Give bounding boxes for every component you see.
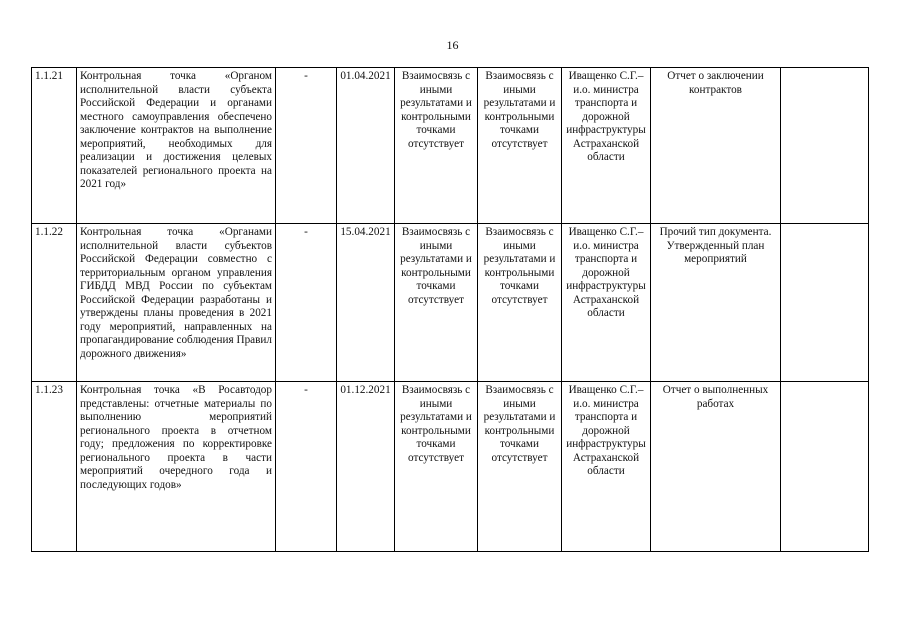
table-row xyxy=(32,68,869,224)
start-date-cell: - xyxy=(276,68,337,224)
responsible-cell: Иващенко С.Г.– и.о. министра транспорта и дорожной инфраструктуры Астраханской области xyxy=(562,68,651,224)
predecessors-cell: Взаимосвязь с иными результатами и контрольными точками отсутствует xyxy=(395,68,478,224)
end-date-cell: 15.04.2021 xyxy=(337,224,395,382)
document-type-cell: Отчет о выполненных работах xyxy=(651,382,781,552)
page-number: 16 xyxy=(446,38,459,52)
empty-cell xyxy=(781,382,869,552)
table-row xyxy=(32,382,869,552)
control-point-description: Контрольная точка «Органами исполнительной власти субъектов Российской Федерации совместно с территориальным органом управления ГИБДД МВД России по субъектам Российской Федерации разработаны и утверждены планы проведения в 2021 году мероприятий, направленных на пропагандирование соблюдения Правил дорожного движения» xyxy=(77,224,276,382)
empty-cell xyxy=(781,68,869,224)
row-number: 1.1.22 xyxy=(32,224,77,382)
responsible-cell: Иващенко С.Г.– и.о. министра транспорта и дорожной инфраструктуры Астраханской области xyxy=(562,382,651,552)
followers-cell: Взаимосвязь с иными результатами и контрольными точками отсутствует xyxy=(478,68,562,224)
document-type-cell: Отчет о заключении контрактов xyxy=(651,68,781,224)
start-date-cell: - xyxy=(276,382,337,552)
start-date-cell: - xyxy=(276,224,337,382)
end-date-cell: 01.12.2021 xyxy=(337,382,395,552)
control-point-description: Контрольная точка «В Росавтодор представлены: отчетные материалы по выполнению мероприятий регионального проекта в отчетном году; предложения по корректировке регионального проекта в части мероприятий очередного года и последующих годов» xyxy=(77,382,276,552)
table-row xyxy=(32,224,869,382)
control-point-description: Контрольная точка «Органом исполнительной власти субъекта Российской Федерации и органами местного самоуправления обеспечено заключение контрактов на выполнение мероприятий, необходимых для реализации и достижения целевых показателей регионального проекта на 2021 год» xyxy=(77,68,276,224)
row-number: 1.1.23 xyxy=(32,382,77,552)
predecessors-cell: Взаимосвязь с иными результатами и контрольными точками отсутствует xyxy=(395,224,478,382)
control-points-table xyxy=(31,67,869,552)
predecessors-cell: Взаимосвязь с иными результатами и контрольными точками отсутствует xyxy=(395,382,478,552)
row-number: 1.1.21 xyxy=(32,68,77,224)
followers-cell: Взаимосвязь с иными результатами и контрольными точками отсутствует xyxy=(478,382,562,552)
empty-cell xyxy=(781,224,869,382)
end-date-cell: 01.04.2021 xyxy=(337,68,395,224)
followers-cell: Взаимосвязь с иными результатами и контрольными точками отсутствует xyxy=(478,224,562,382)
document-type-cell: Прочий тип документа. Утвержденный план мероприятий xyxy=(651,224,781,382)
responsible-cell: Иващенко С.Г.– и.о. министра транспорта и дорожной инфраструктуры Астраханской области xyxy=(562,224,651,382)
